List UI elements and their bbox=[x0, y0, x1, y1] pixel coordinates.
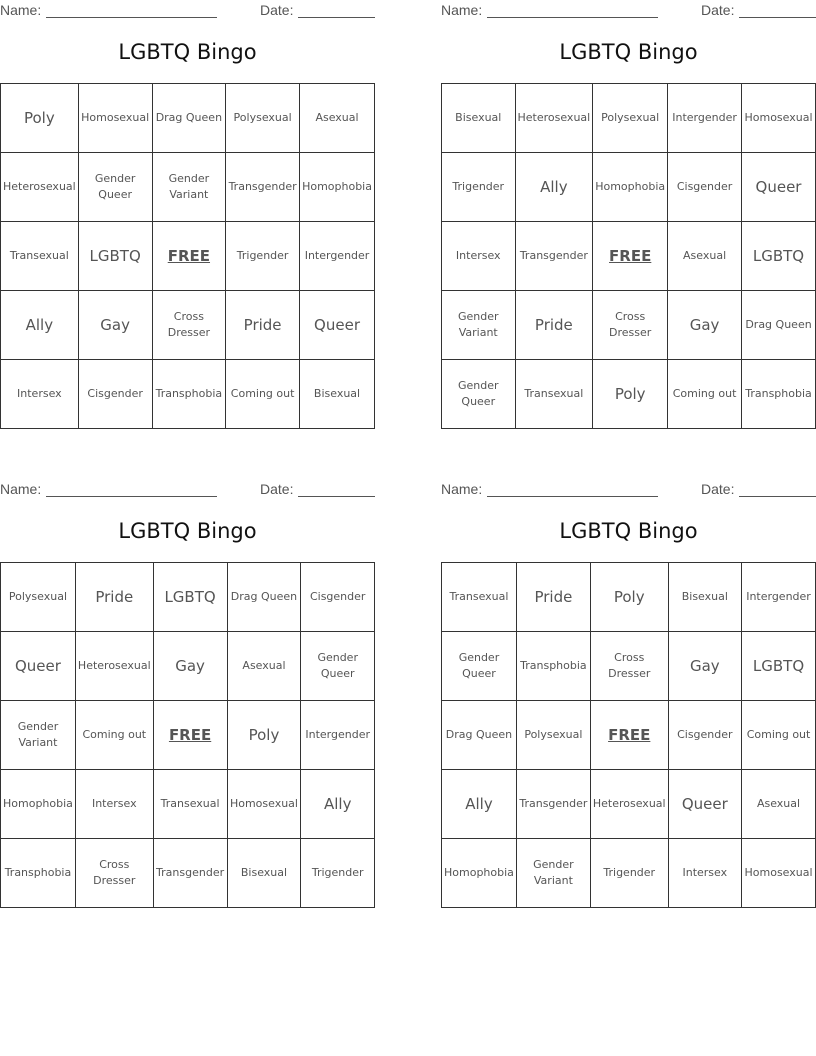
bingo-cell: Cross Dresser bbox=[152, 291, 226, 360]
bingo-cell: Asexual bbox=[300, 84, 375, 153]
bingo-cell: LGBTQ bbox=[742, 222, 816, 291]
grid-row bbox=[1, 839, 375, 908]
grid-row bbox=[1, 84, 375, 153]
grid-row bbox=[442, 770, 816, 839]
bingo-cell: Transphobia bbox=[742, 360, 816, 429]
bingo-cell: Intergender bbox=[742, 563, 816, 632]
bingo-cell: Pride bbox=[516, 563, 590, 632]
bingo-cell: Transexual bbox=[515, 360, 593, 429]
grid-row bbox=[1, 770, 375, 839]
card-title: LGBTQ Bingo bbox=[118, 40, 257, 64]
bingo-cell: Intersex bbox=[668, 839, 741, 908]
bingo-cell: Queer bbox=[742, 153, 816, 222]
bingo-cell: Cross Dresser bbox=[75, 839, 153, 908]
bingo-cell: Drag Queen bbox=[742, 291, 816, 360]
bingo-cell: Cross Dresser bbox=[593, 291, 668, 360]
bingo-cell: Transgender bbox=[226, 153, 300, 222]
bingo-cell: Transgender bbox=[515, 222, 593, 291]
bingo-cell: Drag Queen bbox=[227, 563, 301, 632]
grid-row bbox=[442, 839, 816, 908]
bingo-cell: Intergender bbox=[300, 222, 375, 291]
grid-row bbox=[1, 632, 375, 701]
bingo-grid bbox=[0, 83, 375, 429]
bingo-cell: Drag Queen bbox=[442, 701, 517, 770]
bingo-cell: Transphobia bbox=[516, 632, 590, 701]
bingo-cell: Gender Queer bbox=[301, 632, 375, 701]
bingo-cell: Cisgender bbox=[668, 701, 741, 770]
date-line bbox=[298, 17, 375, 18]
bingo-cell: Heterosexual bbox=[515, 84, 593, 153]
grid-row bbox=[442, 222, 816, 291]
bingo-cell: Polysexual bbox=[1, 563, 76, 632]
name-label: Name: bbox=[0, 481, 42, 497]
grid-row bbox=[442, 291, 816, 360]
free-space: FREE bbox=[152, 222, 226, 291]
date-line bbox=[739, 496, 816, 497]
bingo-cell: Ally bbox=[1, 291, 79, 360]
bingo-cell: Intergender bbox=[301, 701, 375, 770]
date-line bbox=[298, 496, 375, 497]
date-label: Date: bbox=[260, 481, 294, 497]
bingo-cell: Gender Queer bbox=[442, 360, 516, 429]
bingo-cell: Intersex bbox=[75, 770, 153, 839]
card-title: LGBTQ Bingo bbox=[559, 40, 698, 64]
card-title: LGBTQ Bingo bbox=[118, 519, 257, 543]
bingo-cell: Trigender bbox=[226, 222, 300, 291]
bingo-cell: Queer bbox=[668, 770, 741, 839]
grid-row bbox=[1, 291, 375, 360]
card-header bbox=[441, 0, 816, 22]
bingo-cell: Polysexual bbox=[516, 701, 590, 770]
name-line bbox=[487, 496, 658, 497]
card-header bbox=[441, 479, 816, 501]
bingo-cell: Intergender bbox=[668, 84, 742, 153]
bingo-cell: Ally bbox=[301, 770, 375, 839]
bingo-cell: Homophobia bbox=[300, 153, 375, 222]
bingo-card-2 bbox=[441, 0, 816, 430]
bingo-cell: Transexual bbox=[442, 563, 517, 632]
bingo-cell: Cisgender bbox=[668, 153, 742, 222]
bingo-cell: Cisgender bbox=[301, 563, 375, 632]
bingo-cell: Homosexual bbox=[78, 84, 152, 153]
bingo-cell: Homosexual bbox=[742, 839, 816, 908]
bingo-cell: Cisgender bbox=[78, 360, 152, 429]
bingo-cell: Gender Variant bbox=[516, 839, 590, 908]
bingo-cell: Coming out bbox=[75, 701, 153, 770]
bingo-cell: Gay bbox=[668, 291, 742, 360]
bingo-cell: Heterosexual bbox=[75, 632, 153, 701]
grid-row bbox=[1, 222, 375, 291]
grid-row bbox=[442, 360, 816, 429]
bingo-grid bbox=[441, 83, 816, 429]
bingo-cell: Transgender bbox=[153, 839, 227, 908]
bingo-cell: Trigender bbox=[590, 839, 668, 908]
bingo-cell: Trigender bbox=[442, 153, 516, 222]
bingo-cell: Homosexual bbox=[742, 84, 816, 153]
bingo-cell: Bisexual bbox=[442, 84, 516, 153]
bingo-cell: Coming out bbox=[226, 360, 300, 429]
bingo-cell: Heterosexual bbox=[1, 153, 79, 222]
grid-row bbox=[442, 701, 816, 770]
grid-row bbox=[1, 360, 375, 429]
bingo-grid bbox=[441, 562, 816, 908]
bingo-cell: Gender Queer bbox=[442, 632, 517, 701]
card-header bbox=[0, 479, 375, 501]
grid-row bbox=[1, 563, 375, 632]
bingo-cell: LGBTQ bbox=[78, 222, 152, 291]
bingo-cell: Pride bbox=[515, 291, 593, 360]
bingo-cell: Transgender bbox=[516, 770, 590, 839]
grid-row bbox=[1, 701, 375, 770]
date-label: Date: bbox=[260, 2, 294, 18]
grid-row bbox=[442, 563, 816, 632]
bingo-cell: Transexual bbox=[153, 770, 227, 839]
bingo-grid bbox=[0, 562, 375, 908]
bingo-cell: Trigender bbox=[301, 839, 375, 908]
bingo-cell: Ally bbox=[442, 770, 517, 839]
bingo-cell: Heterosexual bbox=[590, 770, 668, 839]
bingo-cell: Cross Dresser bbox=[590, 632, 668, 701]
bingo-cell: Poly bbox=[227, 701, 301, 770]
grid-row bbox=[1, 153, 375, 222]
bingo-cell: Homophobia bbox=[1, 770, 76, 839]
bingo-cell: Bisexual bbox=[227, 839, 301, 908]
grid-row bbox=[442, 84, 816, 153]
bingo-cell: Coming out bbox=[742, 701, 816, 770]
bingo-cell: Bisexual bbox=[300, 360, 375, 429]
date-label: Date: bbox=[701, 2, 735, 18]
bingo-cell: Pride bbox=[75, 563, 153, 632]
bingo-cell: Asexual bbox=[227, 632, 301, 701]
bingo-cell: Transphobia bbox=[152, 360, 226, 429]
bingo-cell: Homosexual bbox=[227, 770, 301, 839]
bingo-cell: Homophobia bbox=[593, 153, 668, 222]
bingo-cell: Gender Queer bbox=[78, 153, 152, 222]
bingo-cell: Asexual bbox=[668, 222, 742, 291]
bingo-card-1 bbox=[0, 0, 375, 430]
bingo-cell: LGBTQ bbox=[742, 632, 816, 701]
bingo-cell: Poly bbox=[590, 563, 668, 632]
name-label: Name: bbox=[441, 2, 483, 18]
bingo-cell: Poly bbox=[1, 84, 79, 153]
name-line bbox=[46, 17, 217, 18]
bingo-cell: Queer bbox=[300, 291, 375, 360]
grid-row bbox=[442, 153, 816, 222]
date-line bbox=[739, 17, 816, 18]
grid-row bbox=[442, 632, 816, 701]
name-label: Name: bbox=[441, 481, 483, 497]
name-line bbox=[46, 496, 217, 497]
name-label: Name: bbox=[0, 2, 42, 18]
bingo-cell: Gender Variant bbox=[152, 153, 226, 222]
bingo-cell: Intersex bbox=[442, 222, 516, 291]
bingo-cell: Transexual bbox=[1, 222, 79, 291]
bingo-cell: Gay bbox=[153, 632, 227, 701]
free-space: FREE bbox=[590, 701, 668, 770]
bingo-cell: Coming out bbox=[668, 360, 742, 429]
bingo-cell: Asexual bbox=[742, 770, 816, 839]
bingo-cell: Gay bbox=[668, 632, 741, 701]
bingo-cell: Poly bbox=[593, 360, 668, 429]
bingo-cell: Ally bbox=[515, 153, 593, 222]
name-line bbox=[487, 17, 658, 18]
bingo-cell: LGBTQ bbox=[153, 563, 227, 632]
bingo-cell: Polysexual bbox=[226, 84, 300, 153]
bingo-cell: Queer bbox=[1, 632, 76, 701]
bingo-cell: Drag Queen bbox=[152, 84, 226, 153]
bingo-cell: Bisexual bbox=[668, 563, 741, 632]
bingo-cell: Transphobia bbox=[1, 839, 76, 908]
bingo-cell: Intersex bbox=[1, 360, 79, 429]
bingo-cell: Pride bbox=[226, 291, 300, 360]
bingo-cell: Polysexual bbox=[593, 84, 668, 153]
bingo-card-3 bbox=[0, 479, 375, 909]
bingo-cell: Gender Variant bbox=[1, 701, 76, 770]
free-space: FREE bbox=[153, 701, 227, 770]
card-title: LGBTQ Bingo bbox=[559, 519, 698, 543]
bingo-cell: Gay bbox=[78, 291, 152, 360]
date-label: Date: bbox=[701, 481, 735, 497]
card-header bbox=[0, 0, 375, 22]
bingo-cell: Gender Variant bbox=[442, 291, 516, 360]
free-space: FREE bbox=[593, 222, 668, 291]
bingo-card-4 bbox=[441, 479, 816, 909]
bingo-cell: Homophobia bbox=[442, 839, 517, 908]
